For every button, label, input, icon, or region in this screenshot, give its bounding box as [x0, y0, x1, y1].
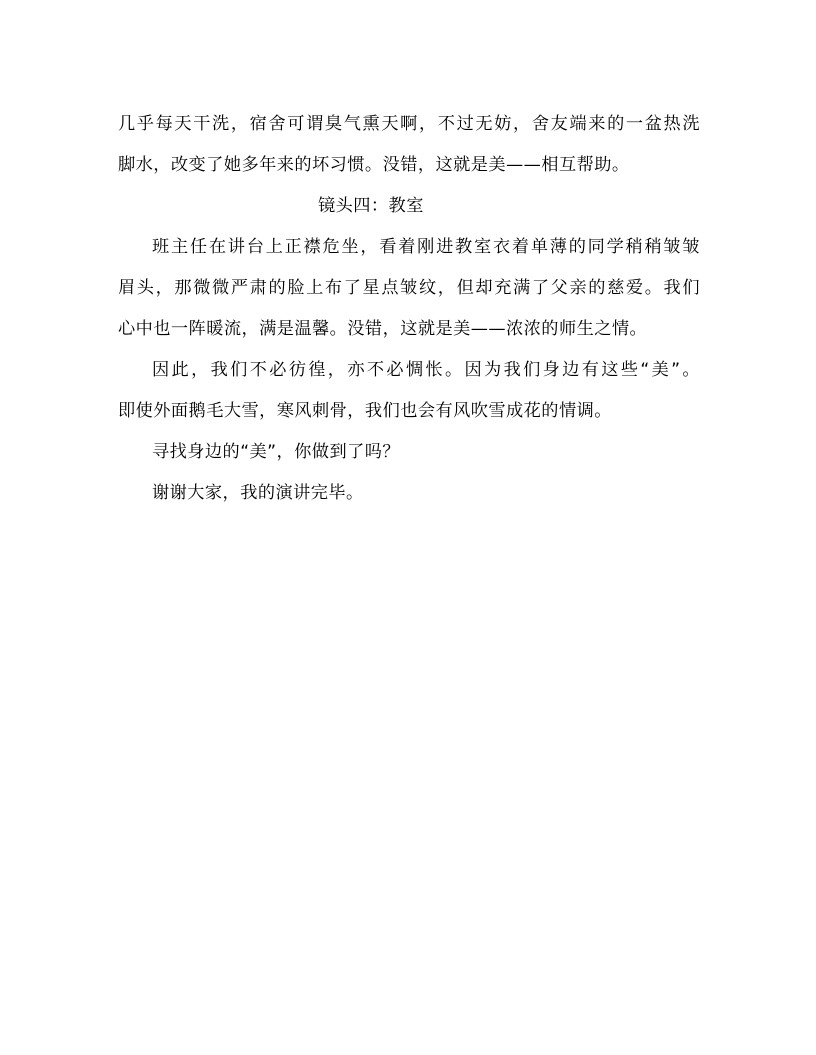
paragraph-line: 即使外面鹅毛大雪，寒风刺骨，我们也会有风吹雪成花的情调。	[118, 401, 612, 421]
document-body	[118, 104, 700, 514]
paragraph-intro	[118, 104, 700, 186]
paragraph-line: 班主任在讲台上正襟危坐，看着刚进教室衣着单薄的同学稍稍皱皱	[152, 237, 700, 257]
section-heading: 镜头四：教室	[318, 196, 424, 216]
paragraph-line: 几乎每天干洗，宿舍可谓臭气熏天啊，不过无妨，舍友端来的一盆热洗	[118, 114, 700, 134]
paragraph-line: 眉头，那微微严肃的脸上布了星点皱纹，但却充满了父亲的慈爱。我们	[118, 278, 700, 298]
paragraph-line: 因此，我们不必彷徨，亦不必惆怅。因为我们身边有这些“美”。	[152, 360, 700, 380]
closing-line: 谢谢大家，我的演讲完毕。	[152, 483, 364, 503]
paragraph-line: 心中也一阵暖流，满是温馨。没错，这就是美——浓浓的师生之情。	[118, 319, 648, 339]
paragraph-conclusion	[118, 350, 700, 432]
paragraph-line: 脚水，改变了她多年来的坏习惯。没错，这就是美——相互帮助。	[118, 155, 630, 175]
paragraph-classroom	[118, 227, 700, 350]
question-line: 寻找身边的“美”，你做到了吗？	[152, 442, 400, 462]
